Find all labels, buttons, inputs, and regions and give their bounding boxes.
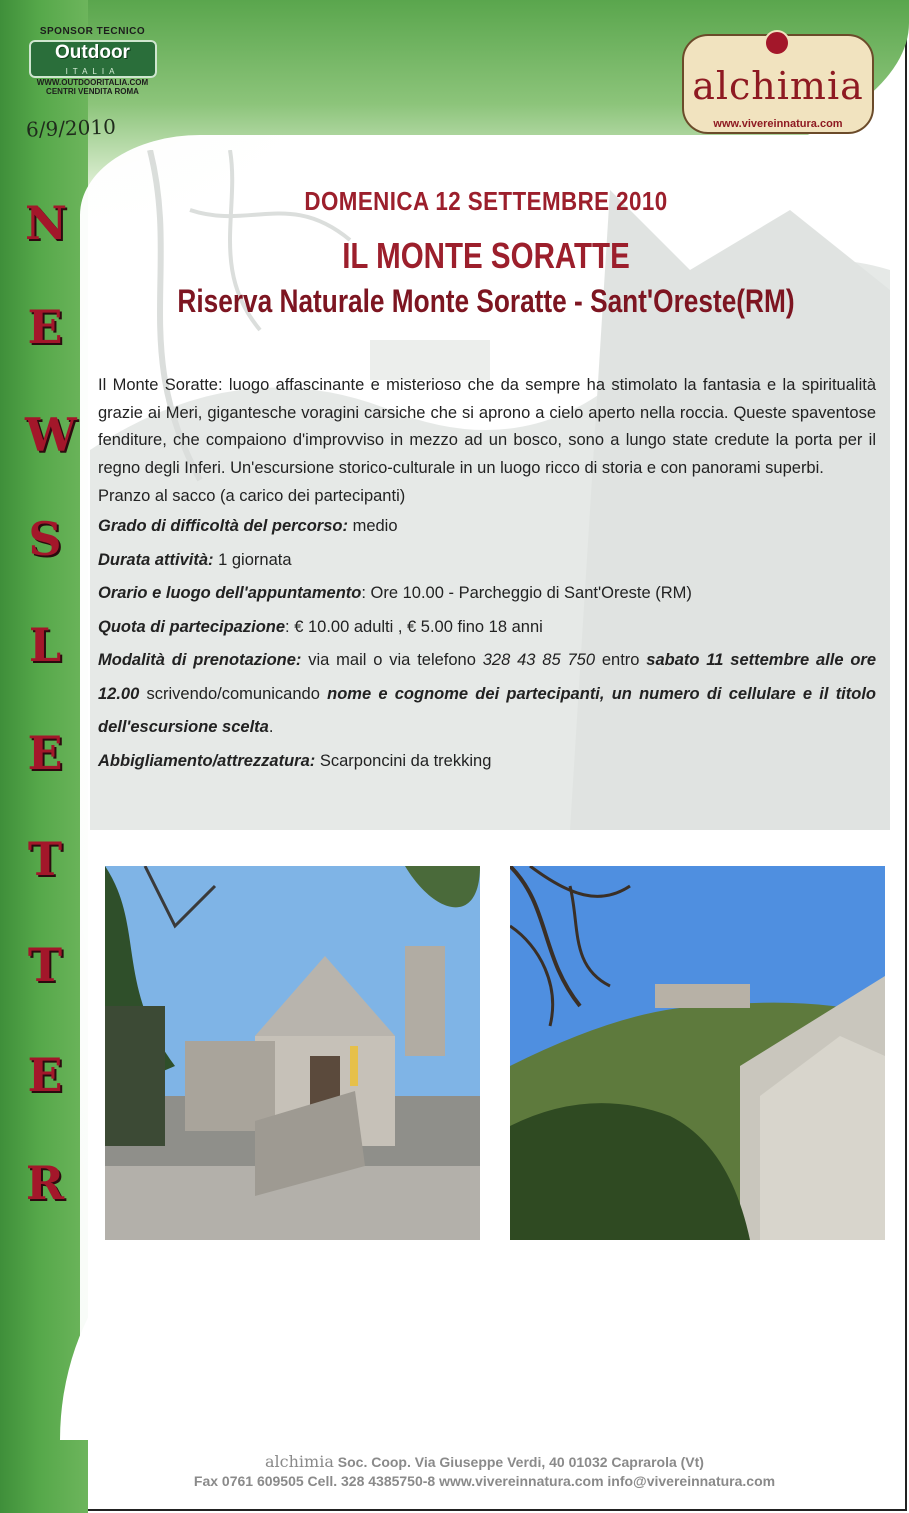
meeting-value: : Ore 10.00 - Parcheggio di Sant'Oreste (RM) bbox=[361, 584, 692, 602]
booking-end: . bbox=[268, 718, 274, 736]
newsletter-letter: R bbox=[25, 1156, 65, 1210]
booking-text: entro bbox=[595, 651, 647, 669]
difficulty-row bbox=[98, 510, 876, 544]
clothing-value: Scarponcini da trekking bbox=[315, 751, 492, 770]
outdoor-logo[interactable] bbox=[29, 40, 157, 78]
church-photo bbox=[105, 866, 480, 1240]
event-details bbox=[98, 372, 876, 778]
sponsor-label: SPONSOR TECNICO bbox=[39, 26, 146, 37]
duration-row bbox=[98, 544, 876, 578]
fee-row bbox=[98, 611, 876, 645]
newsletter-letter: S bbox=[28, 512, 62, 566]
logo-word: alchimia bbox=[692, 64, 864, 108]
booking-phone: 328 43 85 750 bbox=[482, 651, 596, 669]
booking-row bbox=[98, 644, 876, 745]
booking-label: Modalità di prenotazione: bbox=[98, 651, 302, 669]
apple-emblem-icon bbox=[764, 30, 790, 56]
meeting-label: Orario e luogo dell'appuntamento bbox=[98, 584, 362, 602]
newsletter-letter: T bbox=[27, 938, 63, 992]
footer-address bbox=[60, 1452, 909, 1471]
sponsor-note: CENTRI VENDITA ROMA bbox=[46, 87, 139, 96]
lunch-note: Pranzo al sacco (a carico dei partecipanti) bbox=[98, 487, 406, 505]
booking-deadline: sabato 11 settembre alle ore 12.00 bbox=[98, 651, 876, 703]
event-subtitle: Riserva Naturale Monte Soratte - Sant'Oreste(RM) bbox=[177, 283, 795, 319]
fee-label: Quota di partecipazione bbox=[98, 617, 286, 636]
footer-contacts: Fax 0761 609505 Cell. 328 4385750-8 www.vivereinnatura.com info@vivereinnatura.com bbox=[193, 1473, 776, 1489]
fee-value: : € 10.00 adulti , € 5.00 fino 18 anni bbox=[285, 617, 543, 636]
booking-text: scrivendo/comunicando bbox=[139, 684, 328, 703]
outdoor-brand: Outdoor bbox=[55, 42, 130, 63]
logo-url[interactable]: www.vivereinnatura.com bbox=[713, 118, 843, 130]
clothing-row bbox=[98, 745, 876, 779]
clothing-label: Abbigliamento/attrezzatura: bbox=[98, 751, 316, 770]
footer-brand: alchimia bbox=[265, 1452, 334, 1471]
newsletter-letter: W bbox=[25, 408, 77, 462]
outdoor-brand-sub: ITALIA bbox=[65, 67, 120, 76]
sponsor-block bbox=[20, 26, 165, 96]
difficulty-value: medio bbox=[347, 517, 398, 535]
duration-value: 1 giornata bbox=[213, 550, 292, 569]
booking-text: via mail o via telefono bbox=[301, 651, 483, 669]
mountain-photo bbox=[510, 866, 885, 1240]
footer-address-text: Soc. Coop. Via Giuseppe Verdi, 40 01032 Caprarola (Vt) bbox=[333, 1454, 704, 1470]
event-description: Il Monte Soratte: luogo affascinante e misterioso che da sempre ha stimolato la fantasia e la spiritualità grazie ai Meri, gigantesche voragini carsiche che si aprono a cielo aperto nella roccia. Queste spaventose fenditure, che compaiono d'improvviso in mezzo ad un bosco, sono a lungo state credute la porta per il regno degli Inferi. Un'escursione storico-culturale in un luogo ricco di storia e con panorami superbi. bbox=[98, 376, 876, 477]
alchimia-logo[interactable] bbox=[682, 34, 874, 134]
newsletter-date: 6/9/2010 bbox=[25, 114, 117, 142]
event-date: DOMENICA 12 SETTEMBRE 2010 bbox=[304, 186, 668, 216]
newsletter-letter: E bbox=[27, 726, 63, 780]
difficulty-label: Grado di difficoltà del percorso: bbox=[98, 517, 348, 535]
duration-label: Durata attività: bbox=[98, 550, 214, 569]
meeting-row bbox=[98, 577, 876, 611]
newsletter-letter: T bbox=[27, 832, 63, 886]
event-title: IL MONTE SORATTE bbox=[342, 235, 630, 276]
newsletter-letter: N bbox=[25, 196, 68, 250]
newsletter-letter: L bbox=[28, 618, 62, 672]
booking-details: nome e cognome dei partecipanti, un numero di cellulare e il titolo dell'escursione scelta bbox=[98, 684, 877, 736]
sponsor-url[interactable]: WWW.OUTDOORITALIA.COM bbox=[36, 78, 149, 87]
newsletter-letter: E bbox=[27, 300, 63, 354]
newsletter-letter: E bbox=[27, 1048, 63, 1102]
